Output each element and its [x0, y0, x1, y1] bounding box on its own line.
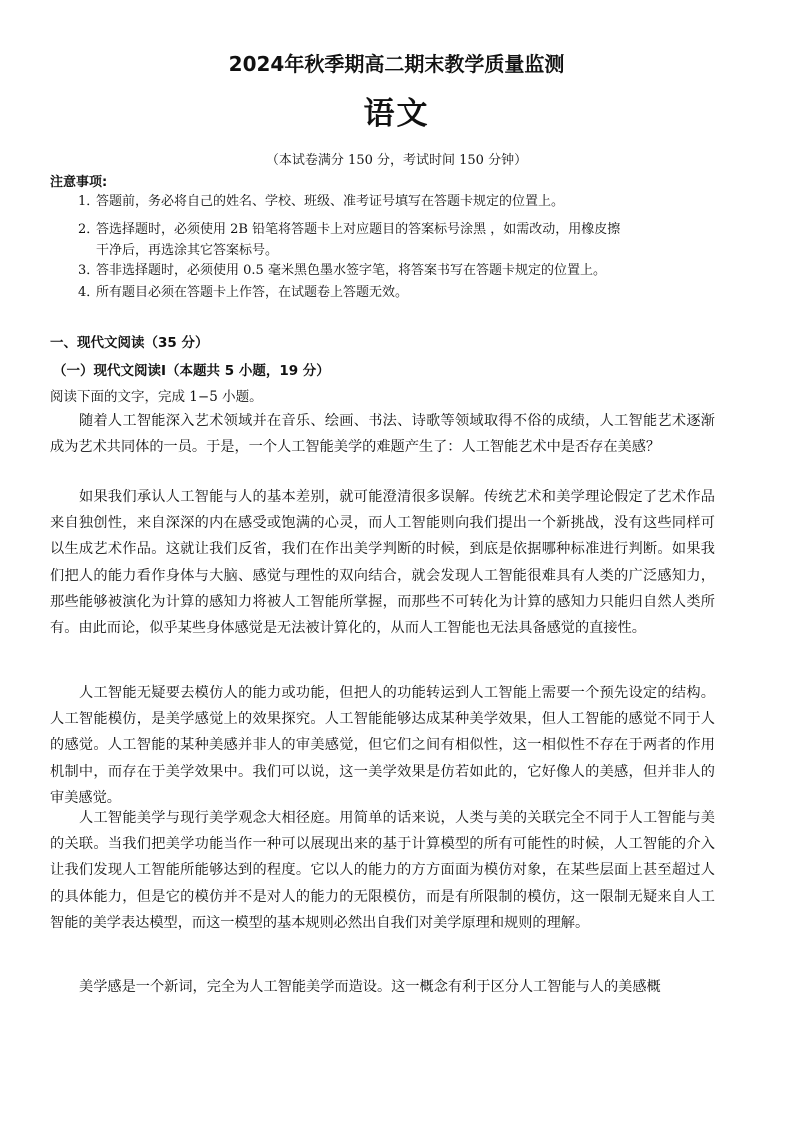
notice-item-text: 答非选择题时，必须使用 0.5 毫米黑色墨水签字笔，将答案书写在答题卡规定的位置上。: [96, 263, 606, 278]
notice-heading: 注意事项:: [50, 175, 108, 190]
subsection-heading: （一）现代文阅读Ⅰ（本题共 5 小题，19 分）: [53, 363, 330, 379]
notice-item-number: 4．: [78, 285, 100, 300]
section-heading: 一、现代文阅读（35 分）: [50, 335, 209, 351]
passage-paragraph-3: 人工智能无疑要去模仿人的能力或功能，但把人的功能转运到人工智能上需要一个预先设定的结构。人工智能模仿，是美学感觉上的效果探究。人工智能能够达成某种美学效果，但人工智能的感觉不同于人的感觉。人工智能的某种美感并非人的审美感觉，但它们之间有相似性，这一相似性不存在于两者的作用机制中，而存在于美学效果中。我们可以说，这一美学效果是仿若如此的，它好像人的美感，但并非人的审美感觉。: [50, 685, 715, 806]
subject-title: 语文: [363, 96, 430, 132]
notice-item: [78, 282, 718, 303]
notice-item-continuation: 干净后，再选涂其它答案标号。: [96, 243, 279, 258]
reading-instruction: 阅读下面的文字，完成 1−5 小题。: [50, 389, 263, 405]
passage-paragraph-1: 随着人工智能深入艺术领域并在音乐、绘画、书法、诗歌等领域取得不俗的成绩，人工智能艺术逐渐成为艺术共同体的一员。于是，一个人工智能美学的难题产生了：人工智能艺术中是否存在美感？: [50, 413, 715, 456]
notice-item-text: 答题前，务必将自己的姓名、学校、班级、准考证号填写在答题卡规定的位置上。: [96, 194, 565, 209]
passage-paragraph-2: 如果我们承认人工智能与人的基本差别，就可能澄清很多误解。传统艺术和美学理论假定了艺术作品来自独创性，来自深深的内在感受或饱满的心灵，而人工智能则向我们提出一个新挑战，没有这些同样可以生成艺术作品。这就让我们反省，我们在作出美学判断的时候，到底是依据哪种标准进行判断。如果我们把人的能力看作身体与大脑、感觉与理性的双向结合，就会发现人工智能很难具有人类的广泛感知力，那些能够被演化为计算的感知力将被人工智能所掌握，而那些不可转化为计算的感知力只能归自然人类所有。由此而论，似乎某些身体感觉是无法被计算化的，从而人工智能也无法具备感觉的直接性。: [50, 489, 715, 637]
passage-paragraph-5: 美学感是一个新词，完全为人工智能美学而造设。这一概念有利于区分人工智能与人的美感概: [79, 979, 661, 995]
notice-item-number: 2．: [78, 222, 100, 237]
passage-paragraph-4: 人工智能美学与现行美学观念大相径庭。用简单的话来说，人类与美的关联完全不同于人工智能与美的关联。当我们把美学功能当作一种可以展现出来的基于计算模型的所有可能性的时候，人工智能的介入让我们发现人工智能所能够达到的程度。它以人的能力的方方面面为模仿对象，在某些层面上甚至超过人的具体能力，但是它的模仿并不是对人的能力的无限模仿，而是有所限制的模仿，这一限制无疑来自人工智能的美学表达模型，而这一模型的基本规则必然出自我们对美学原理和规则的理解。: [50, 810, 715, 931]
notice-item-text: 所有题目必须在答题卡上作答，在试题卷上答题无效。: [96, 285, 409, 300]
notice-item-number: 1．: [78, 194, 100, 209]
notice-item: [78, 219, 718, 261]
exam-title: 2024年秋季期高二期末教学质量监测: [228, 52, 565, 76]
exam-info: （本试卷满分 150 分，考试时间 150 分钟）: [265, 153, 528, 168]
notice-item: [78, 260, 718, 281]
notice-item: [78, 191, 718, 212]
notice-item-text: 答选择题时，必须使用 2B 铅笔将答题卡上对应题目的答案标号涂黑 ，如需改动，用橡皮擦: [96, 222, 621, 237]
notice-item-number: 3．: [78, 263, 100, 278]
